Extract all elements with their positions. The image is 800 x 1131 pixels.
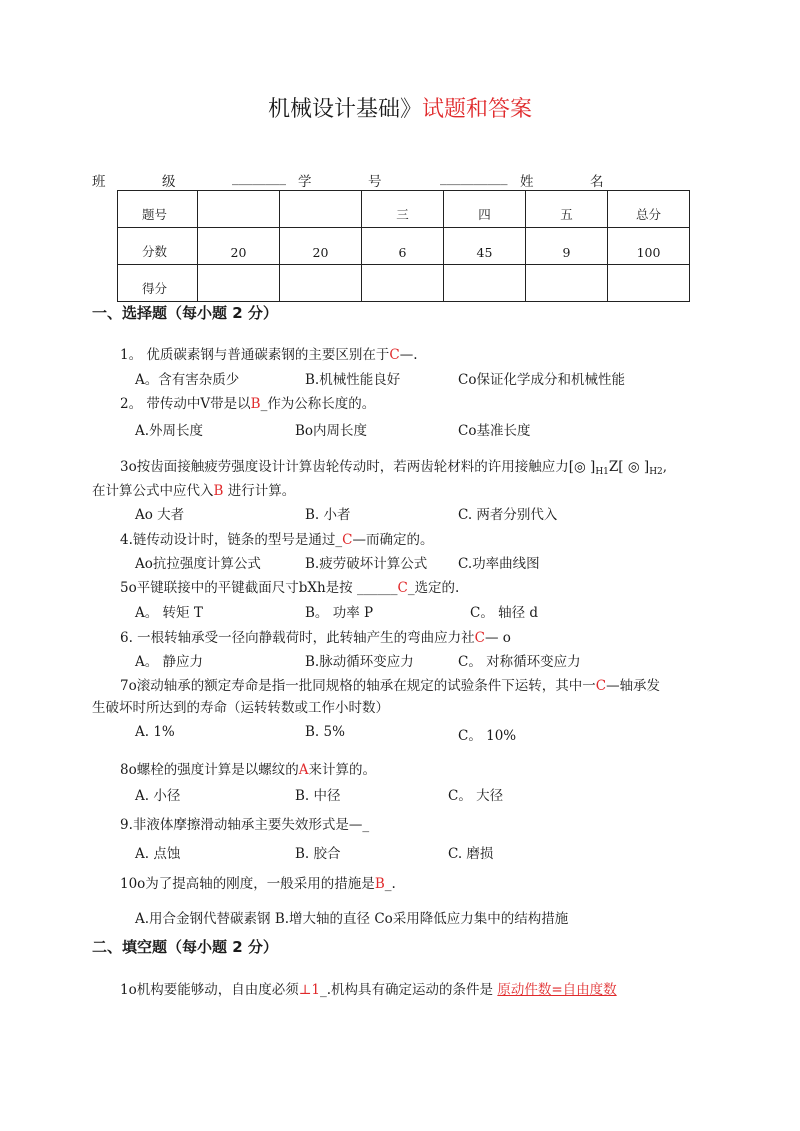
score-input-cell[interactable] xyxy=(280,265,362,302)
id-label-2: 号 xyxy=(368,174,382,190)
question-4-stem xyxy=(120,528,433,548)
question-tail: —而确定的。 xyxy=(352,532,434,548)
answer-mark: C xyxy=(342,532,353,548)
score-input-cell[interactable] xyxy=(362,265,444,302)
question-10-stem xyxy=(120,872,396,892)
option-a: A。 静应力 xyxy=(135,654,204,670)
table-cell: 五 xyxy=(526,191,608,228)
option-c: Co保证化学成分和机械性能 xyxy=(458,372,625,388)
table-row xyxy=(118,191,690,228)
question-3-stem xyxy=(120,455,667,475)
section-heading-fill: 二、填空题（每小题 2 分） xyxy=(92,938,278,956)
question-text: 2。 带传动中V带是以 xyxy=(120,396,251,412)
question-text: 4.链传动设计时，链条的型号是通过_ xyxy=(120,532,343,548)
table-cell: 45 xyxy=(444,228,526,265)
question-text: 1。 优质碳素钢与普通碳素钢的主要区别在于 xyxy=(120,347,390,363)
document-title xyxy=(0,92,800,123)
option-a: A. 点蚀 xyxy=(135,846,181,862)
question-text: 10o为了提高轴的刚度，一般采用的措施是 xyxy=(120,876,375,892)
section-heading-choice: 一、选择题（每小题 2 分） xyxy=(92,304,278,322)
question-tail: _作为公称长度的。 xyxy=(260,396,376,412)
option-c: C。 10% xyxy=(458,728,517,744)
answer-mark: C xyxy=(474,630,486,646)
name-label-1: 姓 xyxy=(520,174,534,190)
question-text: _.机构具有确定运动的条件是 xyxy=(320,982,498,998)
question-text: 在计算公式中应代入 xyxy=(92,483,214,499)
question-tail: _. xyxy=(384,876,396,892)
question-9-stem: 9.非液体摩擦滑动轴承主要失效形式是—_ xyxy=(120,817,370,833)
question-tail: —. xyxy=(399,347,418,363)
answer-mark: C xyxy=(397,580,408,596)
question-6-stem xyxy=(120,626,511,646)
answer-mark: ⊥1 xyxy=(298,982,321,998)
question-text: 3o按齿面接触疲劳强度设计计算齿轮传动时，若两齿轮材料的许用接触应力[◎ ] xyxy=(120,459,596,475)
subscript: H2 xyxy=(649,467,663,477)
option-c: C. 磨损 xyxy=(448,846,494,862)
question-tail: _选定的. xyxy=(407,580,460,596)
option-a: A. 小径 xyxy=(135,788,181,804)
option-a: A。 转矩 T xyxy=(135,605,203,621)
row-label-points: 分数 xyxy=(118,228,198,265)
table-cell: 三 xyxy=(362,191,444,228)
question-text: 6. 一根转轴承受一径向静载荷时，此转轴产生的弯曲应力社 xyxy=(120,630,475,646)
question-tail: 进行计算。 xyxy=(223,483,296,499)
score-input-cell[interactable] xyxy=(444,265,526,302)
question-text: 7o滚动轴承的额定寿命是指一批同规格的轴承在规定的试验条件下运转，其中一 xyxy=(120,678,596,694)
option-b: Bo内周长度 xyxy=(295,423,368,439)
option-c: Co基准长度 xyxy=(458,423,531,439)
table-cell xyxy=(198,191,280,228)
option-c: C。 对称循环变应力 xyxy=(458,654,581,670)
subscript: H1 xyxy=(595,467,609,477)
title-answer: 试题和答案 xyxy=(422,97,533,122)
question-2-stem xyxy=(120,392,375,412)
question-7-continuation: 生破坏时所达到的寿命（运转转数或工作小时数） xyxy=(92,700,389,716)
option-a: Ao抗拉强度计算公式 xyxy=(135,556,261,572)
question-tail: — o xyxy=(485,630,511,646)
question-text: Z[ ◎ ] xyxy=(608,459,650,475)
question-tail: —轴承发 xyxy=(606,678,661,694)
table-cell: 四 xyxy=(444,191,526,228)
question-text: 1o机构要能够动，自由度必须 xyxy=(120,982,299,998)
answer-mark: B xyxy=(250,396,261,412)
table-cell: 100 xyxy=(608,228,690,265)
answer-mark: B xyxy=(374,876,385,892)
score-input-cell[interactable] xyxy=(198,265,280,302)
option-b: B. 胶合 xyxy=(295,846,341,862)
option-a: Ao 大者 xyxy=(135,507,185,523)
option-c: C。 轴径 d xyxy=(470,605,539,621)
student-info-line xyxy=(92,170,712,188)
question-text: , xyxy=(662,459,668,475)
option-c: C.功率曲线图 xyxy=(458,556,540,572)
table-cell: 9 xyxy=(526,228,608,265)
answer-mark: B xyxy=(213,483,224,499)
option-a: A.外周长度 xyxy=(135,423,204,439)
question-3-continuation xyxy=(92,479,295,499)
answer-mark: C xyxy=(595,678,607,694)
question-5-stem xyxy=(120,576,459,596)
row-label-question: 题号 xyxy=(118,191,198,228)
answer-mark: C xyxy=(389,347,400,363)
option-b: B. 中径 xyxy=(295,788,341,804)
table-cell: 20 xyxy=(280,228,362,265)
id-label-1: 学 xyxy=(298,174,312,190)
question-8-stem xyxy=(120,758,376,778)
option-b: B.机械性能良好 xyxy=(305,372,401,388)
table-cell: 6 xyxy=(362,228,444,265)
question-7-stem xyxy=(120,674,660,694)
class-blank[interactable]: ________ xyxy=(232,170,286,186)
option-b: B.脉动循环变应力 xyxy=(305,654,414,670)
id-blank[interactable]: __________ xyxy=(440,170,508,186)
row-label-score: 得分 xyxy=(118,265,198,302)
fill-question-1 xyxy=(120,978,617,998)
question-tail: 来计算的。 xyxy=(308,762,376,778)
question-text: 5o平键联接中的平键截面尺寸bXh是按 ______ xyxy=(120,580,398,596)
option-b: B. 5% xyxy=(305,724,345,740)
option-b: B.疲劳破坏计算公式 xyxy=(305,556,428,572)
answer-mark: 原动件数=自由度数 xyxy=(497,982,617,998)
class-label-2: 级 xyxy=(162,174,176,190)
table-cell xyxy=(280,191,362,228)
name-label-2: 名 xyxy=(590,174,604,190)
table-cell: 总分 xyxy=(608,191,690,228)
title-main: 机械设计基础》 xyxy=(267,97,422,122)
option-a: A。含有害杂质少 xyxy=(135,372,240,388)
question-text: 8o螺栓的强度计算是以螺纹的 xyxy=(120,762,299,778)
option-b: B. 小者 xyxy=(305,507,351,523)
score-input-cell[interactable] xyxy=(608,265,690,302)
question-10-options: A.用合金钢代替碳素钢 B.增大轴的直径 Co采用降低应力集中的结构措施 xyxy=(135,911,569,927)
table-cell: 20 xyxy=(198,228,280,265)
option-c: C。 大径 xyxy=(448,788,504,804)
answer-mark: A xyxy=(298,762,309,778)
question-1-stem xyxy=(120,343,418,363)
table-row xyxy=(118,228,690,265)
class-label-1: 班 xyxy=(92,174,106,190)
table-row xyxy=(118,265,690,302)
option-a: A. 1% xyxy=(135,724,175,740)
option-b: B。 功率 P xyxy=(305,605,374,621)
score-input-cell[interactable] xyxy=(526,265,608,302)
option-c: C. 两者分别代入 xyxy=(458,507,558,523)
score-table xyxy=(117,190,690,302)
